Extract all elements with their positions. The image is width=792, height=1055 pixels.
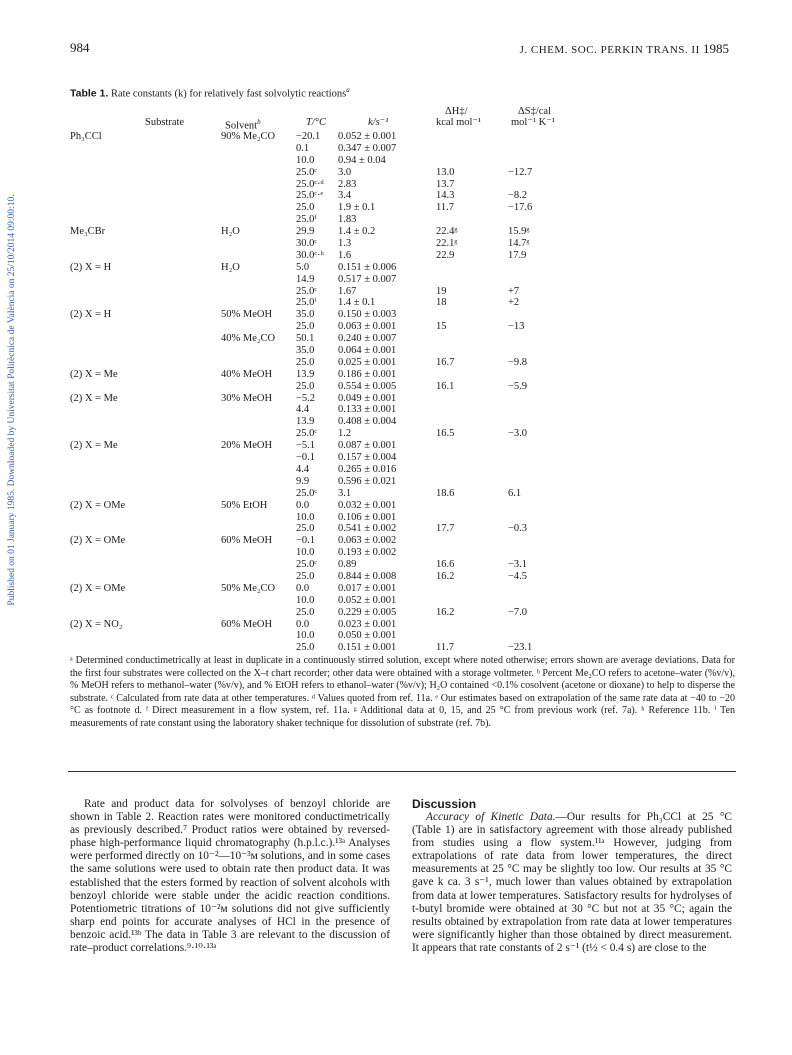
cell-k: 0.023 ± 0.001 xyxy=(338,618,397,630)
table-row xyxy=(70,321,730,333)
cell-solvent: 60% MeOH xyxy=(221,535,273,547)
cell-ds: −13 xyxy=(508,321,525,333)
cell-t: 25.0ᶜ·ᵉ xyxy=(296,190,324,202)
cell-dh: 11.7 xyxy=(436,202,454,214)
cell-k: 0.408 ± 0.004 xyxy=(338,416,397,428)
cell-t: 29.9 xyxy=(296,226,315,238)
table-caption-text: Rate constants (k) for relatively fast solvolytic reactions xyxy=(110,88,347,100)
cell-k: 0.193 ± 0.002 xyxy=(338,547,397,559)
table-row xyxy=(70,309,730,321)
cell-solvent: H₂O xyxy=(221,226,240,238)
table-header-row xyxy=(70,117,730,131)
cell-ds: −3.1 xyxy=(508,559,528,571)
cell-t: −20.1 xyxy=(296,131,321,142)
cell-k: 0.017 ± 0.001 xyxy=(338,582,397,594)
table-row xyxy=(70,238,730,250)
cell-solvent: H₂O xyxy=(221,261,240,273)
table-row xyxy=(70,595,730,607)
cell-t: 25.0ᶜ xyxy=(296,559,318,571)
cell-t: 9.9 xyxy=(296,475,310,487)
cell-t: −5.1 xyxy=(296,440,316,452)
discussion-heading: Discussion xyxy=(412,797,477,811)
cell-k: 0.844 ± 0.008 xyxy=(338,570,397,582)
cell-substrate: (2) X = OMe xyxy=(70,499,126,511)
page-number: 984 xyxy=(70,40,90,55)
cell-k: 0.94 ± 0.04 xyxy=(338,154,386,166)
cell-t: 25.0ᶜ xyxy=(296,285,318,297)
cell-t: 25.0 xyxy=(296,321,315,333)
cell-k: 0.106 ± 0.001 xyxy=(338,511,397,523)
table-header-top xyxy=(70,106,730,117)
table-row xyxy=(70,179,730,191)
header-ds-line1: ΔS‡/cal xyxy=(518,106,551,117)
cell-solvent: 60% MeOH xyxy=(221,618,273,630)
cell-t: 25.0ᶜ xyxy=(296,166,318,178)
cell-dh: 17.7 xyxy=(436,523,455,535)
cell-k: 0.052 ± 0.001 xyxy=(338,594,397,606)
cell-ds: −12.7 xyxy=(508,166,533,178)
cell-k: 0.133 ± 0.001 xyxy=(338,404,397,416)
cell-k: 1.4 ± 0.1 xyxy=(338,297,376,309)
cell-t: 10.0 xyxy=(296,594,315,606)
table-row xyxy=(70,369,730,381)
cell-k: 1.3 xyxy=(338,238,352,250)
cell-solvent: 50% Me₂CO xyxy=(221,582,276,594)
cell-ds: −0.3 xyxy=(508,523,528,535)
cell-t: 50.1 xyxy=(296,333,315,345)
cell-substrate: (2) X = H xyxy=(70,309,112,321)
cell-k: 3.1 xyxy=(338,487,352,499)
cell-k: 0.052 ± 0.001 xyxy=(338,131,397,142)
cell-solvent: 20% MeOH xyxy=(221,440,273,452)
cell-t: 25.0 xyxy=(296,642,315,654)
table-row xyxy=(70,250,730,262)
cell-dh: 11.7 xyxy=(436,642,454,654)
section-divider xyxy=(68,771,736,772)
download-watermark-text: Published on 01 January 1985. Downloaded by Universitat Politècnica de València on 25/10/2014 09:00:10. xyxy=(7,194,17,606)
cell-t: 14.9 xyxy=(296,273,315,285)
cell-k: 1.6 xyxy=(338,249,352,261)
cell-substrate: (2) X = Me xyxy=(70,368,118,380)
cell-t: 25.0ᶠ xyxy=(296,214,317,226)
cell-t: 25.0ᶜ xyxy=(296,428,318,440)
cell-substrate: (2) X = H xyxy=(70,261,112,273)
table-row xyxy=(70,262,730,274)
cell-ds: −23.1 xyxy=(508,642,533,654)
cell-dh: 13.0 xyxy=(436,166,455,178)
cell-substrate: (2) X = NO₂ xyxy=(70,618,123,630)
table-row xyxy=(70,547,730,559)
cell-substrate: (2) X = Me xyxy=(70,440,118,452)
cell-k: 0.032 ± 0.001 xyxy=(338,499,397,511)
cell-k: 0.229 ± 0.005 xyxy=(338,606,397,618)
table-row xyxy=(70,476,730,488)
table-row xyxy=(70,512,730,524)
cell-dh: 14.3 xyxy=(436,190,455,202)
table-row xyxy=(70,274,730,286)
cell-t: 0.0 xyxy=(296,582,310,594)
cell-t: 30.0ᶜ·ʰ xyxy=(296,249,324,261)
cell-t: 25.0 xyxy=(296,356,315,368)
cell-dh: 16.5 xyxy=(436,428,455,440)
header-dh-line2: kcal mol⁻¹ xyxy=(436,117,482,128)
cell-ds: 15.9ᵍ xyxy=(508,226,530,238)
table-label: Table 1. xyxy=(70,87,109,100)
cell-dh: 13.7 xyxy=(436,178,455,190)
cell-ds: +7 xyxy=(508,285,520,297)
cell-ds: −7.0 xyxy=(508,606,528,618)
cell-t: −5.2 xyxy=(296,392,316,404)
cell-t: 25.0ᶜ xyxy=(296,487,318,499)
cell-k: 1.4 ± 0.2 xyxy=(338,226,376,238)
table-row xyxy=(70,630,730,642)
table-row xyxy=(70,535,730,547)
table-row xyxy=(70,619,730,631)
cell-t: 5.0 xyxy=(296,261,310,273)
cell-t: 25.0ⁱ xyxy=(296,297,317,309)
table-row xyxy=(70,202,730,214)
table-row xyxy=(70,642,730,654)
cell-k: 1.9 ± 0.1 xyxy=(338,202,376,214)
cell-k: 0.151 ± 0.006 xyxy=(338,261,397,273)
table-footnotes: ᵃ Determined conductimetrically at least in duplicate in a continuously stirred solution, except where noted otherwise; errors shown are average deviations. Data for the first four substrates were collected on the X–t chart recorder; other data were obtained with a storage voltmeter. ᵇ Percent Me₂CO refers to acetone–water (%v/v), % MeOH refers to methanol–water (%v/v), and % EtOH refers to ethanol–water (%v/v); H₂O contained <0.1% cosolvent (acetone or dioxane) to help to disperse the substrate. ᶜ Calculated from rate data at other temperatures. ᵈ Values quoted from ref. 11a. ᵉ Our estimates based on extrapolation of the same rate data at −40 to −20 °C as footnote d. ᶠ Direct measurement in a flow system, ref. 11a. ᵍ Additional data at 0, 15, and 25 °C from previous work (ref. 7a). ʰ Reference 11b. ⁱ Ten measurements of rate constant using the laboratory shaker technique for dissolution of substrate (ref. 7b). xyxy=(70,655,735,729)
header-temperature: T/°C xyxy=(306,117,326,128)
cell-k: 0.541 ± 0.002 xyxy=(338,523,397,535)
cell-dh: 18 xyxy=(436,297,447,309)
right-column xyxy=(412,798,732,955)
cell-substrate: (2) X = Me xyxy=(70,392,118,404)
table-row xyxy=(70,131,730,143)
cell-t: 25.0ᶜ·ᵈ xyxy=(296,178,324,190)
cell-ds: 17.9 xyxy=(508,249,527,261)
cell-k: 0.347 ± 0.007 xyxy=(338,142,397,154)
cell-t: −0.1 xyxy=(296,452,316,464)
cell-substrate: (2) X = OMe xyxy=(70,535,126,547)
cell-dh: 16.2 xyxy=(436,606,455,618)
cell-dh: 16.2 xyxy=(436,570,455,582)
table-row xyxy=(70,357,730,369)
cell-ds: −9.8 xyxy=(508,356,528,368)
cell-t: 25.0 xyxy=(296,606,315,618)
header-solvent-mark: b xyxy=(257,118,261,126)
cell-k: 0.050 ± 0.001 xyxy=(338,630,397,642)
header-substrate: Substrate xyxy=(145,117,185,128)
table-row xyxy=(70,464,730,476)
cell-t: 25.0 xyxy=(296,202,315,214)
table-row xyxy=(70,428,730,440)
cell-t: −0.1 xyxy=(296,535,316,547)
discussion-lead: Accuracy of Kinetic Data. xyxy=(426,811,556,823)
cell-t: 35.0 xyxy=(296,345,315,357)
download-watermark xyxy=(6,140,18,660)
cell-t: 4.4 xyxy=(296,463,310,475)
table-row xyxy=(70,167,730,179)
cell-ds: −8.2 xyxy=(508,190,528,202)
table-row xyxy=(70,452,730,464)
cell-k: 1.2 xyxy=(338,428,352,440)
cell-k: 2.83 xyxy=(338,178,357,190)
cell-k: 0.025 ± 0.001 xyxy=(338,356,397,368)
cell-k: 3.0 xyxy=(338,166,352,178)
cell-substrate: (2) X = OMe xyxy=(70,582,126,594)
header-rate-constant: k/s⁻¹ xyxy=(368,117,389,128)
cell-k: 3.4 xyxy=(338,190,352,202)
cell-dh: 16.6 xyxy=(436,559,455,571)
cell-dh: 18.6 xyxy=(436,487,455,499)
cell-substrate: Ph₃CCl xyxy=(70,131,102,142)
table-row xyxy=(70,393,730,405)
cell-ds: +2 xyxy=(508,297,520,309)
cell-solvent: 50% MeOH xyxy=(221,309,273,321)
table-row xyxy=(70,214,730,226)
cell-k: 0.240 ± 0.007 xyxy=(338,333,397,345)
rate-constants-table xyxy=(70,106,730,654)
table-body xyxy=(70,131,730,654)
cell-k: 0.554 ± 0.005 xyxy=(338,380,397,392)
table-row xyxy=(70,155,730,167)
table-row xyxy=(70,440,730,452)
cell-solvent: 40% Me₂CO xyxy=(221,333,276,345)
cell-t: 0.0 xyxy=(296,618,310,630)
cell-dh: 16.1 xyxy=(436,380,455,392)
table-row xyxy=(70,416,730,428)
journal-title: J. CHEM. SOC. PERKIN TRANS. II xyxy=(519,44,700,56)
cell-dh: 16.7 xyxy=(436,356,455,368)
cell-t: 4.4 xyxy=(296,404,310,416)
cell-ds: −17.6 xyxy=(508,202,533,214)
cell-dh: 22.1ᵍ xyxy=(436,238,458,250)
table-row xyxy=(70,488,730,500)
cell-t: 35.0 xyxy=(296,309,315,321)
table-row xyxy=(70,381,730,393)
cell-dh: 22.4ᵍ xyxy=(436,226,458,238)
cell-k: 0.063 ± 0.002 xyxy=(338,535,397,547)
cell-t: 25.0 xyxy=(296,570,315,582)
cell-dh: 22.9 xyxy=(436,249,455,261)
cell-k: 0.064 ± 0.001 xyxy=(338,345,397,357)
table-row xyxy=(70,345,730,357)
table-row xyxy=(70,143,730,155)
cell-k: 0.265 ± 0.016 xyxy=(338,463,397,475)
header-dh-line1: ΔH‡/ xyxy=(445,106,468,117)
table-row xyxy=(70,333,730,345)
cell-t: 13.9 xyxy=(296,368,315,380)
left-column xyxy=(70,798,390,955)
cell-k: 0.596 ± 0.021 xyxy=(338,475,397,487)
journal-header xyxy=(520,41,729,57)
table-row xyxy=(70,404,730,416)
cell-t: 0.1 xyxy=(296,142,310,154)
table-row xyxy=(70,583,730,595)
discussion-paragraph xyxy=(412,811,732,955)
cell-k: 1.67 xyxy=(338,285,357,297)
cell-t: 30.0ᶜ xyxy=(296,238,318,250)
cell-k: 1.83 xyxy=(338,214,357,226)
cell-k: 0.049 ± 0.001 xyxy=(338,392,397,404)
cell-dh: 19 xyxy=(436,285,447,297)
table-row xyxy=(70,297,730,309)
table-row xyxy=(70,607,730,619)
cell-t: 10.0 xyxy=(296,547,315,559)
cell-k: 0.517 ± 0.007 xyxy=(338,273,397,285)
cell-k: 0.063 ± 0.001 xyxy=(338,321,397,333)
cell-k: 0.151 ± 0.001 xyxy=(338,642,397,654)
cell-t: 0.0 xyxy=(296,499,310,511)
table-row xyxy=(70,500,730,512)
cell-solvent: 50% EtOH xyxy=(221,499,268,511)
cell-k: 0.150 ± 0.003 xyxy=(338,309,397,321)
cell-ds: −4.5 xyxy=(508,570,528,582)
table-row xyxy=(70,523,730,535)
cell-ds: 6.1 xyxy=(508,487,522,499)
cell-k: 0.89 xyxy=(338,559,357,571)
table-row xyxy=(70,286,730,298)
table-row xyxy=(70,559,730,571)
table-row xyxy=(70,190,730,202)
header-ds-line2: mol⁻¹ K⁻¹ xyxy=(511,117,555,128)
cell-t: 10.0 xyxy=(296,630,315,642)
table-row xyxy=(70,226,730,238)
cell-t: 10.0 xyxy=(296,511,315,523)
header-solvent-text: Solvent xyxy=(225,120,258,132)
cell-ds: −5.9 xyxy=(508,380,528,392)
cell-t: 25.0 xyxy=(296,380,315,392)
cell-k: 0.186 ± 0.001 xyxy=(338,368,397,380)
cell-t: 13.9 xyxy=(296,416,315,428)
cell-k: 0.157 ± 0.004 xyxy=(338,452,397,464)
cell-substrate: Me₃CBr xyxy=(70,226,106,238)
discussion-text: —Our results for Ph₃CCl at 25 °C (Table 1) are in satisfactory agreement with those already published from studies using a flow system.¹¹ᵃ However, judging from extrapolations of rate data from lower temperatures, the direct measurements at 25 °C may be slightly too low. Our results at 35 °C gave k ca. 3 s⁻¹, much lower than values obtained by extrapolation from data at lower temperatures. Satisfactory results for hydrolyses of t-butyl bromide were obtained at 30 °C but not at 35 °C; again the results obtained by extrapolation from rate data at lower temperatures were significantly higher than those obtained by direct measurement. It appears that rate constants of 2 s⁻¹ (t½ < 0.4 s) are close to the xyxy=(412,811,732,954)
methods-paragraph: Rate and product data for solvolyses of benzoyl chloride are shown in Table 2. Reaction rates were monitored conductimetrically as previously described.⁷ Product ratios were obtained by reversed-phase high-performance liquid chromatography (h.p.l.c.).¹³ᵃ Analyses were performed directly on 10⁻²—10⁻³ᴍ solutions, and in some cases the same solutions were used to obtain rate then product data. It was established that the esters formed by reaction of solvent alcohols with benzoyl chloride were stable under the acidic reaction conditions. Potentiometric titrations of 10⁻²ᴍ solutions did not give sufficiently sharp end points for accurate analyses of HCl in the presence of benzoic acid.¹³ᵇ The data in Table 3 are relevant to the discussion of rate–product correlations.⁹·¹⁰·¹³ᵃ xyxy=(70,798,390,955)
journal-year: 1985 xyxy=(703,41,729,56)
cell-solvent: 90% Me₂CO xyxy=(221,131,276,142)
cell-solvent: 40% MeOH xyxy=(221,368,273,380)
cell-dh: 15 xyxy=(436,321,447,333)
cell-ds: −3.0 xyxy=(508,428,528,440)
cell-solvent: 30% MeOH xyxy=(221,392,273,404)
cell-t: 10.0 xyxy=(296,154,315,166)
table-caption-mark: a xyxy=(346,86,350,94)
cell-k: 0.087 ± 0.001 xyxy=(338,440,397,452)
cell-t: 25.0 xyxy=(296,523,315,535)
table-row xyxy=(70,571,730,583)
cell-ds: 14.7ᵍ xyxy=(508,238,530,250)
table-caption xyxy=(70,86,350,100)
